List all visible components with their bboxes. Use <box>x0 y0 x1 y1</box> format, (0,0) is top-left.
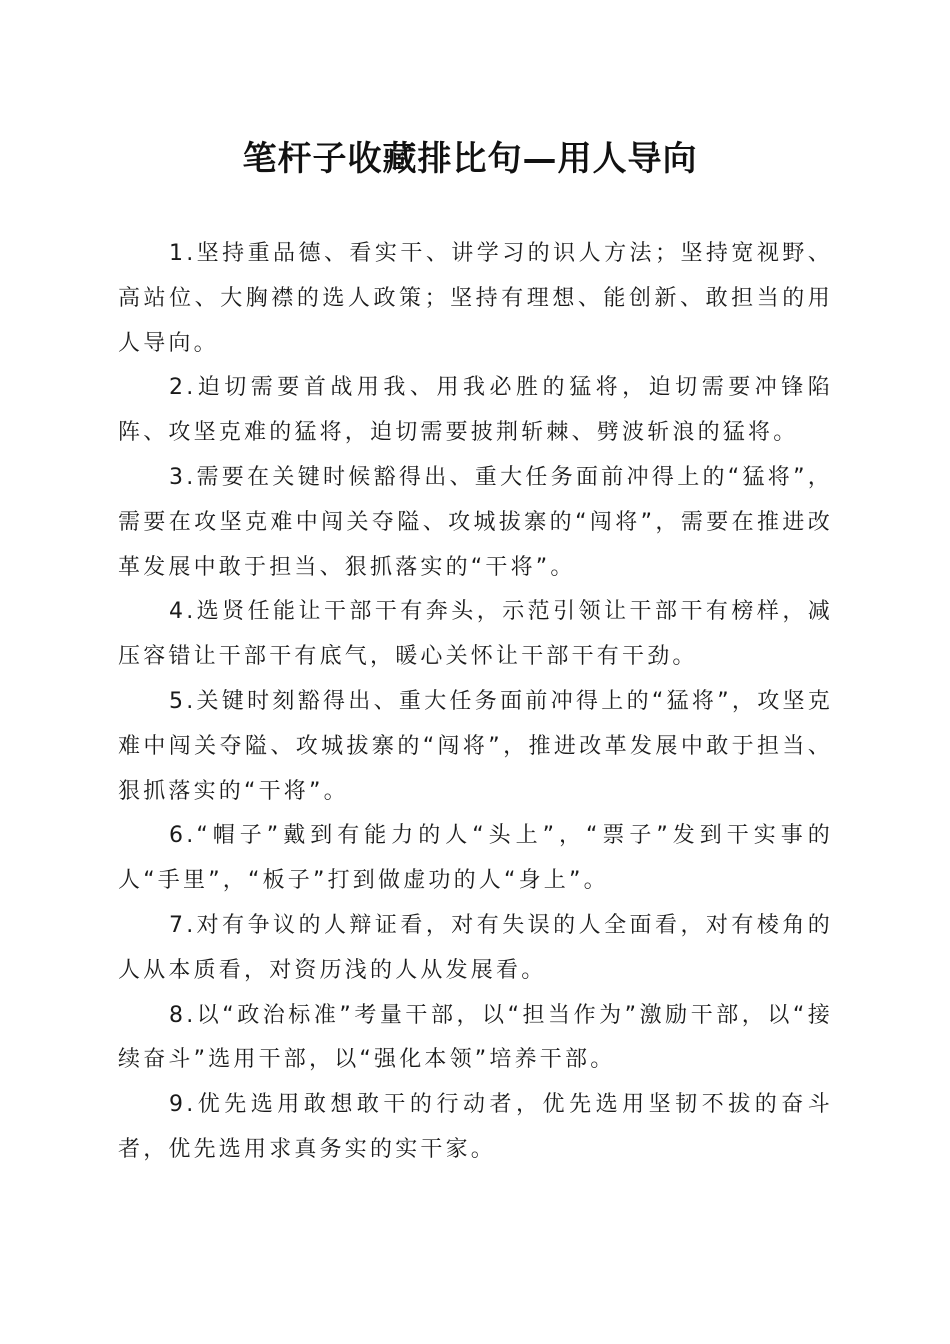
paragraph-6: 6.“帽子”戴到有能力的人“头上”，“票子”发到干实事的人“手里”，“板子”打到做虚功的人“身上”。 <box>118 823 833 894</box>
paragraph-1: 1.坚持重品德、看实干、讲学习的识人方法；坚持宽视野、高站位、大胸襟的选人政策；坚持有理想、能创新、敢担当的用人导向。 <box>118 241 833 356</box>
paragraph-3: 3.需要在关键时候豁得出、重大任务面前冲得上的“猛将”，需要在攻坚克难中闯关夺隘、攻城拔寨的“闯将”，需要在推进改革发展中敢于担当、狠抓落实的“干将”。 <box>118 464 833 580</box>
paragraph-8: 8.以“政治标准”考量干部，以“担当作为”激励干部，以“接续奋斗”选用干部，以“强化本领”培养干部。 <box>118 1002 833 1073</box>
document-body <box>118 232 833 1173</box>
paragraph-2: 2.迫切需要首战用我、用我必胜的猛将，迫切需要冲锋陷阵、攻坚克难的猛将，迫切需要披荆斩棘、劈波斩浪的猛将。 <box>118 375 833 446</box>
paragraph-7: 7.对有争议的人辩证看，对有失误的人全面看，对有棱角的人从本质看，对资历浅的人从发展看。 <box>118 912 833 983</box>
paragraph-4: 4.选贤任能让干部干有奔头，示范引领让干部干有榜样，减压容错让干部干有底气，暖心关怀让干部干有干劲。 <box>118 599 833 670</box>
paragraph-9: 9.优先选用敢想敢干的行动者，优先选用坚韧不拔的奋斗者，优先选用求真务实的实干家。 <box>118 1092 833 1162</box>
document-title: 笔杆子收藏排比句—用人导向 <box>242 139 698 179</box>
paragraph-5: 5.关键时刻豁得出、重大任务面前冲得上的“猛将”，攻坚克难中闯关夺隘、攻城拔寨的“闯将”，推进改革发展中敢于担当、狠抓落实的“干将”。 <box>118 688 833 804</box>
